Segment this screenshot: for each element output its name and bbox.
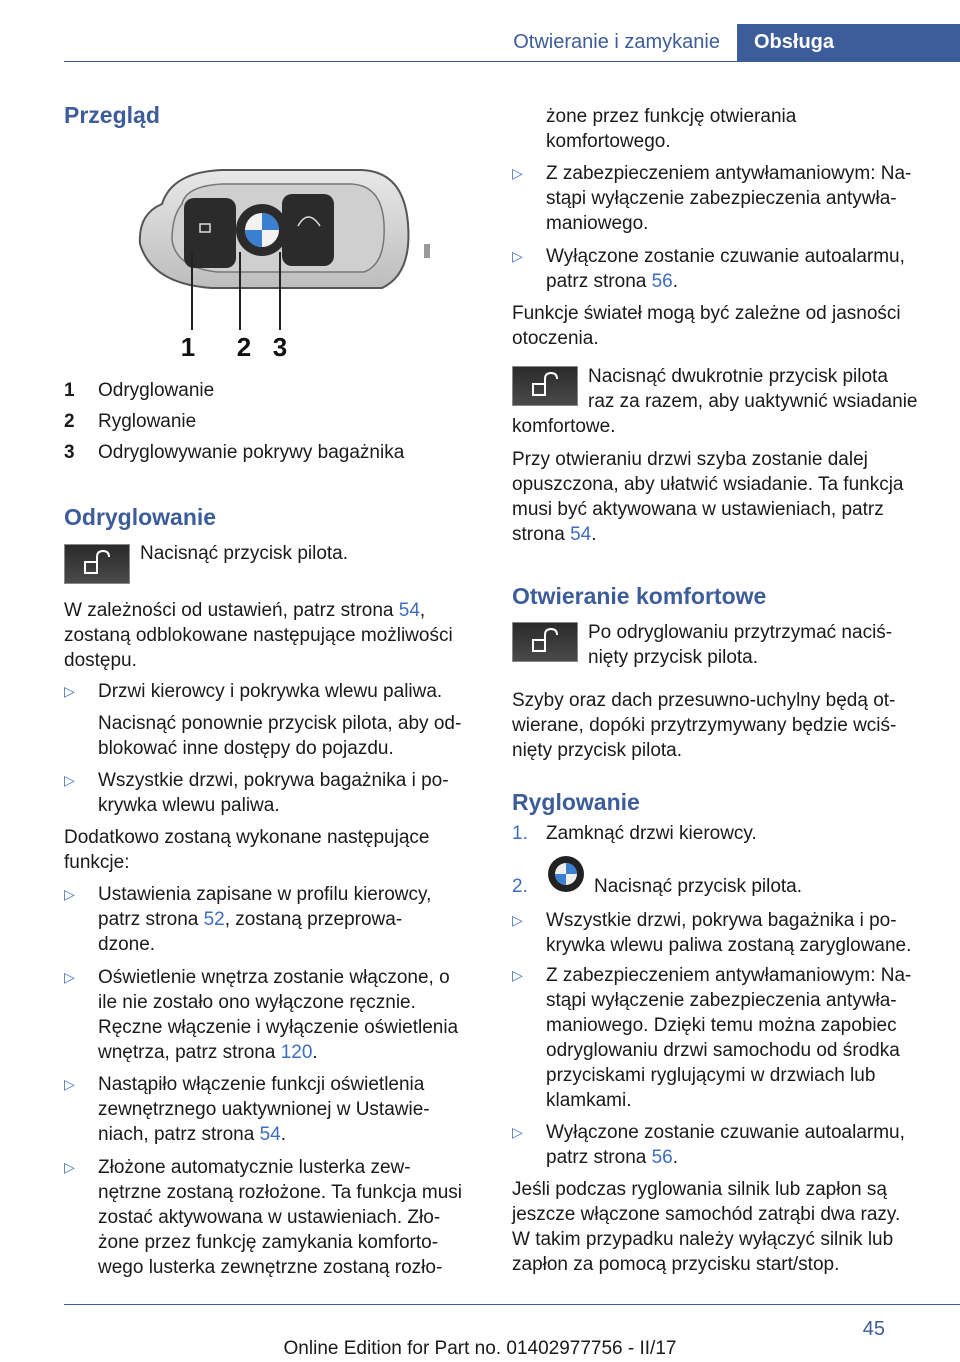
horn-para: Jeśli podczas ryglowania silnik lub zapłon są jeszcze włączone samochód zatrąbi dwa razy. W takim przypadku należy wyłączyć silnik lub zapłon za pomocą przycisku start/stop. bbox=[512, 1179, 901, 1275]
bullet-text: Nastąpiło włączenie funkcji oświetlenia zewnętrznego uaktywnionej w Ustawie- niach, patrz strona 54. bbox=[98, 1074, 430, 1145]
step-num-1: 1. bbox=[512, 823, 528, 844]
bullet-icon: ▷ bbox=[64, 969, 75, 985]
bmw-logo-icon bbox=[546, 854, 586, 894]
step-text-2: Nacisnąć przycisk pilota. bbox=[594, 876, 803, 897]
step-num-2: 2. bbox=[512, 876, 528, 897]
figure-label-1: 1 bbox=[180, 332, 196, 362]
bullet-icon: ▷ bbox=[64, 683, 75, 699]
page-link-54[interactable]: 54 bbox=[398, 600, 420, 621]
bullet-text: Nacisnąć ponownie przycisk pilota, aby od- blokować inne dostępy do pojazdu. bbox=[98, 713, 462, 759]
legend-num-2: 2 bbox=[64, 411, 75, 432]
page-link-120[interactable]: 120 bbox=[280, 1042, 313, 1063]
bullet-text: Wszystkie drzwi, pokrywa bagażnika i po- krywka wlewu paliwa zostaną zaryglowane. bbox=[546, 910, 912, 956]
figure-label-3: 3 bbox=[272, 332, 288, 362]
unlock-button-icon bbox=[512, 366, 578, 406]
page-link-54[interactable]: 54 bbox=[570, 524, 592, 545]
bullet-text: Drzwi kierowcy i pokrywka wlewu paliwa. bbox=[98, 681, 443, 702]
comfort-open-text: Po odryglowaniu przytrzymać naciś- nięty przycisk pilota. bbox=[588, 622, 893, 668]
footer-rule bbox=[64, 1304, 960, 1305]
bullet-icon: ▷ bbox=[64, 1159, 75, 1175]
legend-text-2: Ryglowanie bbox=[98, 411, 197, 432]
legend-num-3: 3 bbox=[64, 442, 75, 463]
unlock-press-text: Nacisnąć przycisk pilota. bbox=[140, 543, 349, 564]
bullet-icon: ▷ bbox=[64, 1076, 75, 1092]
step-text-1: Zamknąć drzwi kierowcy. bbox=[546, 823, 757, 844]
bullet-icon: ▷ bbox=[512, 248, 523, 264]
lock-heading: Ryglowanie bbox=[512, 789, 640, 815]
double-press-text: Nacisnąć dwukrotnie przycisk pilota raz za razem, aby uaktywnić wsiadanie bbox=[588, 366, 918, 412]
bullet-text: Złożone automatycznie lusterka zew- nętrzne zostaną rozłożone. Ta funkcja musi zostać aktywowana w ustawieniach. Zło- żone przez funkcję zamykania komforto- wego lusterka zewnętrzne zostaną rozło- bbox=[98, 1157, 463, 1278]
overview-heading: Przegląd bbox=[64, 102, 160, 128]
bullet-icon: ▷ bbox=[64, 886, 75, 902]
header-rule bbox=[64, 61, 960, 62]
unlock-button-icon bbox=[512, 622, 578, 662]
edition-footer: Online Edition for Part no. 01402977756 - II/17 bbox=[283, 1338, 677, 1359]
bullet-icon: ▷ bbox=[512, 912, 523, 928]
page-link-56[interactable]: 56 bbox=[651, 1147, 673, 1168]
bullet-text: Oświetlenie wnętrza zostanie włączone, o ile nie zostało ono wyłączone ręcznie. Ręczne włączenie i wyłączenie oświetlenia wnętrza, patrz strona 120. bbox=[98, 967, 459, 1063]
bullet-icon: ▷ bbox=[512, 165, 523, 181]
unlock-para-2: Dodatkowo zostaną wykonane następujące funkcje: bbox=[64, 827, 430, 873]
lights-para: Funkcje świateł mogą być zależne od jasności otoczenia. bbox=[512, 303, 901, 349]
page-number: 45 bbox=[862, 1318, 885, 1340]
bullet-icon: ▷ bbox=[512, 1124, 523, 1140]
bullet-text: Ustawienia zapisane w profilu kierowcy, patrz strona 52, zostaną przeprowa- dzone. bbox=[98, 884, 432, 955]
page-link-54[interactable]: 54 bbox=[259, 1124, 281, 1145]
unlock-button-icon bbox=[64, 544, 130, 584]
unlock-heading: Odryglowanie bbox=[64, 504, 217, 530]
header-chapter-tab: Obsługa bbox=[737, 24, 960, 61]
bullet-text: Z zabezpieczeniem antywłamaniowym: Na- stąpi wyłączenie zabezpieczenia antywła- maniowego. Dzięki temu można zapobiec odryglowaniu drzwi samochodu od środka przyciskami ryglującymi w drzwiach lub klamkami. bbox=[546, 965, 912, 1111]
bullet-text: Wyłączone zostanie czuwanie autoalarmu, patrz strona 56. bbox=[546, 1122, 905, 1168]
page-link-56[interactable]: 56 bbox=[651, 271, 673, 292]
unlock-para-1: W zależności od ustawień, patrz strona 54, zostaną odblokowane następujące możliwości dostępu. bbox=[64, 600, 453, 671]
figure-label-2: 2 bbox=[236, 332, 252, 362]
header-section: Otwieranie i zamykanie bbox=[513, 31, 720, 53]
sunroof-para: Szyby oraz dach przesuwno-uchylny będą ot- wierane, dopóki przytrzymywany będzie wciś- nięty przycisk pilota. bbox=[512, 690, 897, 761]
legend-text-1: Odryglowanie bbox=[98, 380, 215, 401]
page-link-52[interactable]: 52 bbox=[203, 909, 225, 930]
legend-num-1: 1 bbox=[64, 380, 75, 401]
bullet-text: Wszystkie drzwi, pokrywa bagażnika i po- krywka wlewu paliwa. bbox=[98, 770, 449, 816]
bullet-icon: ▷ bbox=[64, 772, 75, 788]
legend-text-3: Odryglowywanie pokrywy bagażnika bbox=[98, 442, 405, 463]
bullet-text: Wyłączone zostanie czuwanie autoalarmu, patrz strona 56. bbox=[546, 246, 905, 292]
key-fob-illustration bbox=[132, 164, 432, 364]
bullet-icon: ▷ bbox=[512, 967, 523, 983]
bullet-text: Z zabezpieczeniem antywłamaniowym: Na- stąpi wyłączenie zabezpieczenia antywła- maniowego. bbox=[546, 163, 912, 234]
double-press-text-end: komfortowe. bbox=[512, 416, 616, 437]
window-para: Przy otwieraniu drzwi szyba zostanie dalej opuszczona, aby ułatwić wsiadanie. Ta funkcja musi być aktywowana w ustawieniach, patrz strona 54. bbox=[512, 449, 904, 545]
comfort-open-heading: Otwieranie komfortowe bbox=[512, 583, 767, 609]
bullet-text-continued: żone przez funkcję otwierania komfortowego. bbox=[546, 106, 797, 152]
